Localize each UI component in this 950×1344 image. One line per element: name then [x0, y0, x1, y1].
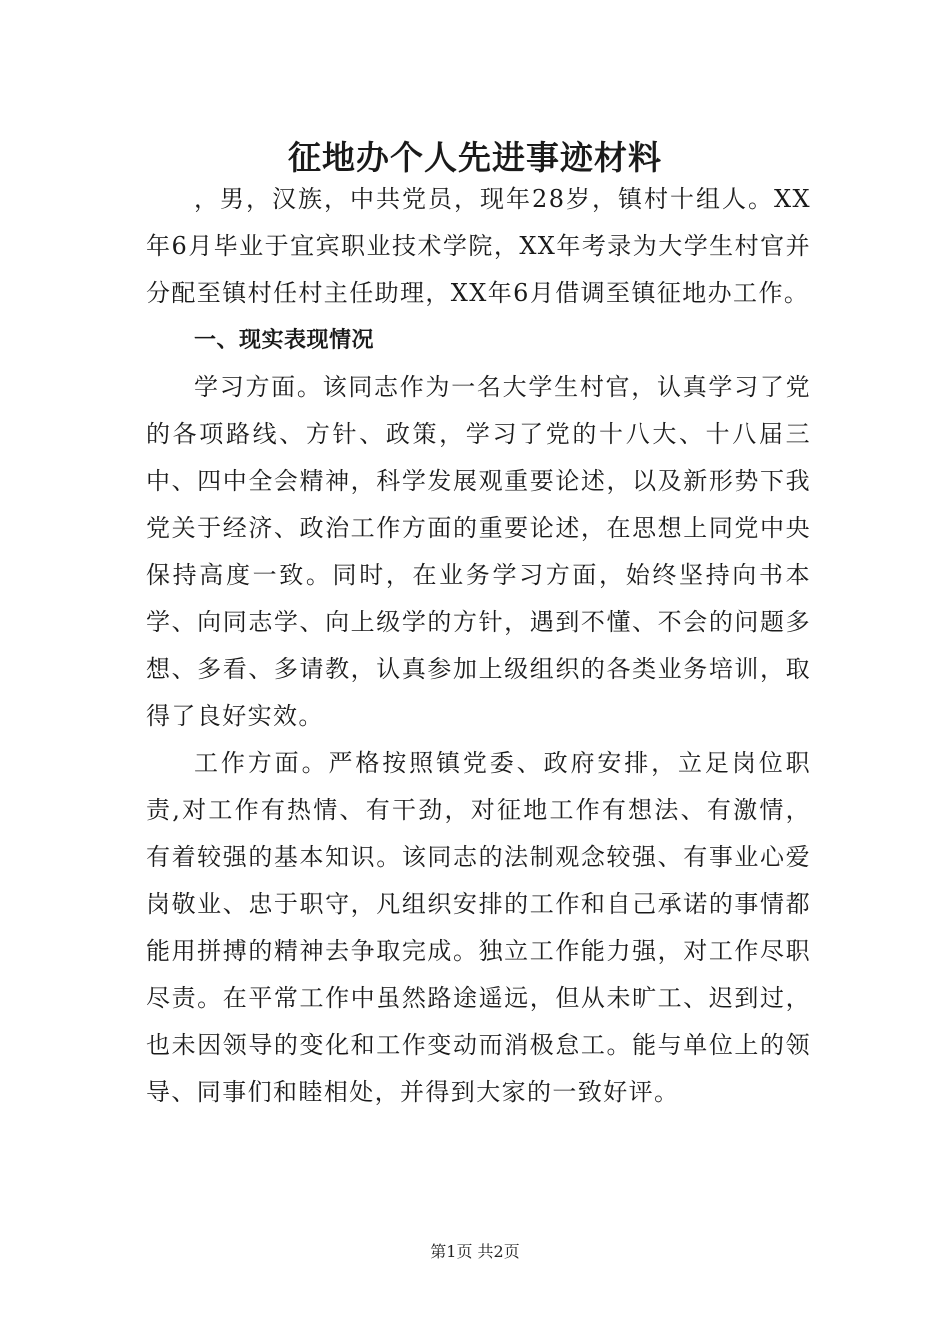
intro-paragraph: ，男，汉族，中共党员，现年28岁，镇村十组人。XX年6月毕业于宜宾职业技术学院，XX年考录为大学生村官并分配至镇村任村主任助理，XX年6月借调至镇征地办工作。	[146, 185, 811, 307]
work-paragraph: 工作方面。严格按照镇党委、政府安排，立足岗位职责,对工作有热情、有干劲，对征地工作有想法、有激情，有着较强的基本知识。该同志的法制观念较强、有事业心爱岗敬业、忠于职守，凡组织安排的工作和自己承诺的事情都能用拼搏的精神去争取完成。独立工作能力强，对工作尽职尽责。在平常工作中虽然路途遥远，但从未旷工、迟到过，也未因领导的变化和工作变动而消极怠工。能与单位上的领导、同事们和睦相处，并得到大家的一致好评。	[146, 749, 811, 1106]
study-paragraph: 学习方面。该同志作为一名大学生村官，认真学习了党的各项路线、方针、政策，学习了党的十八大、十八届三中、四中全会精神，科学发展观重要论述，以及新形势下我党关于经济、政治工作方面的重要论述，在思想上同党中央保持高度一致。同时，在业务学习方面，始终坚持向书本学、向同志学、向上级学的方针，遇到不懂、不会的问题多想、多看、多请教，认真参加上级组织的各类业务培训，取得了良好实效。	[146, 373, 811, 730]
document-title: 征地办个人先进事迹材料	[288, 138, 662, 177]
section-heading: 一、现实表现情况	[194, 328, 375, 353]
page-footer: 第1页 共2页	[430, 1242, 520, 1261]
document-body	[146, 176, 811, 1116]
